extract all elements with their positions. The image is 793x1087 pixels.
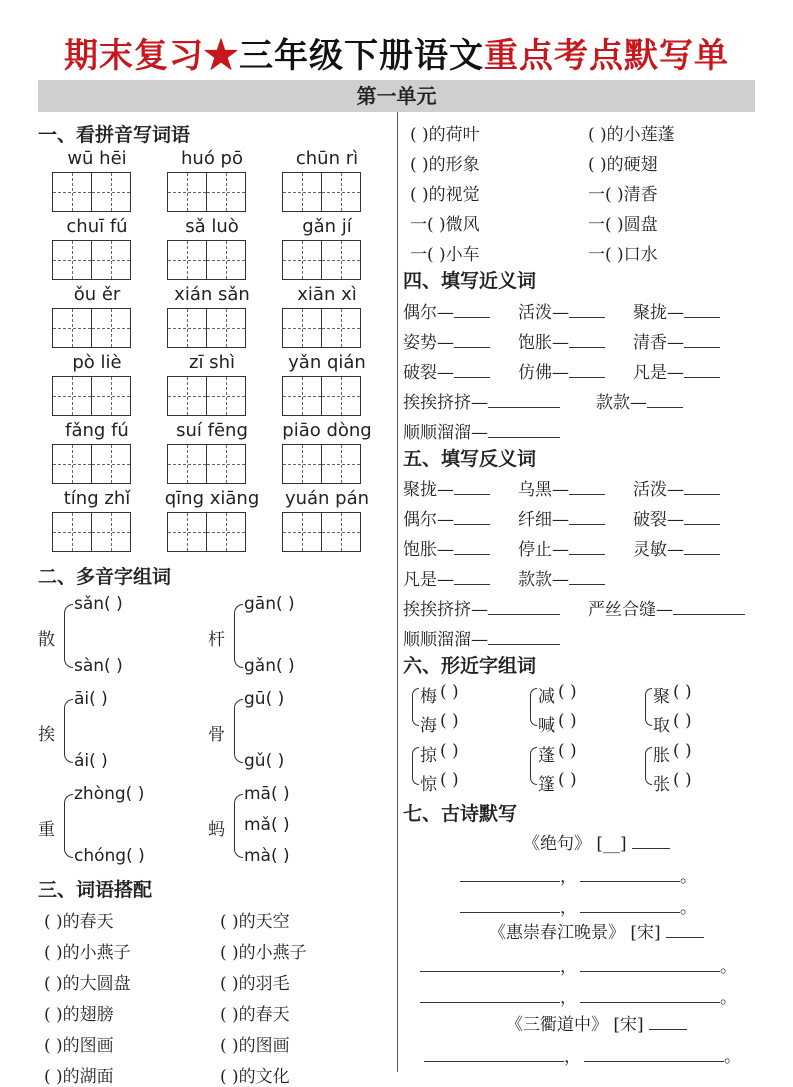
author-blank[interactable] xyxy=(649,1015,687,1030)
fill-item xyxy=(518,328,605,353)
title-part-1: 期末复习 xyxy=(64,36,204,76)
fill-item xyxy=(596,388,683,413)
brace-icon xyxy=(645,747,652,785)
fill-item xyxy=(403,358,490,383)
writing-grid xyxy=(52,444,129,484)
match-item: ( )的大圆盘 xyxy=(44,974,131,994)
writing-grid xyxy=(167,172,244,212)
fill-item xyxy=(403,388,560,413)
match-item: ( )的湖面 xyxy=(44,1067,114,1087)
poem-author: [宋] xyxy=(624,923,667,943)
answer-blank[interactable] xyxy=(684,363,720,378)
match-item: ( )的羽毛 xyxy=(220,974,290,994)
pinyin-label: huó pō xyxy=(181,148,243,169)
unit-header: 第一单元 xyxy=(38,80,755,112)
answer-blank[interactable] xyxy=(569,363,605,378)
fill-item xyxy=(518,505,605,530)
answer-paren: ( ) xyxy=(440,711,459,731)
writing-cell[interactable] xyxy=(282,308,322,348)
writing-grid xyxy=(167,376,244,416)
brace-icon xyxy=(530,747,537,785)
fill-label: 偶尔— xyxy=(403,510,454,530)
answer-paren: ( ) xyxy=(558,682,577,702)
polyphone-char: 骨 xyxy=(208,725,225,745)
answer-blank[interactable] xyxy=(684,333,720,348)
fill-label: 破裂— xyxy=(633,510,684,530)
answer-blank[interactable] xyxy=(580,867,680,882)
writing-cell[interactable] xyxy=(206,376,246,416)
answer-blank[interactable] xyxy=(488,393,560,408)
fill-item xyxy=(633,535,720,560)
brace-icon xyxy=(64,699,73,763)
section-4-heading: 四、填写近义词 xyxy=(403,270,537,292)
answer-blank[interactable] xyxy=(684,303,720,318)
writing-cell[interactable] xyxy=(52,240,92,280)
writing-cell[interactable] xyxy=(52,444,92,484)
polyphone-lower: mà( ) xyxy=(244,846,290,866)
writing-cell[interactable] xyxy=(91,308,131,348)
writing-grid xyxy=(282,172,359,212)
fill-label: 聚拢— xyxy=(403,480,454,500)
match-item: ( )的硬翅 xyxy=(588,155,658,175)
polyphone-upper: gū( ) xyxy=(244,689,285,709)
writing-cell[interactable] xyxy=(321,240,361,280)
fill-label: 款款— xyxy=(596,393,647,413)
answer-paren: ( ) xyxy=(440,770,459,790)
polyphone-upper: āi( ) xyxy=(74,689,108,709)
writing-grid xyxy=(282,512,359,552)
writing-grid xyxy=(52,376,129,416)
poem-title-line xyxy=(400,829,793,854)
answer-blank[interactable] xyxy=(684,510,720,525)
pinyin-label: fǎng fú xyxy=(65,420,129,441)
writing-cell[interactable] xyxy=(91,240,131,280)
match-item: 一( )清香 xyxy=(588,185,658,205)
writing-cell[interactable] xyxy=(91,512,131,552)
writing-cell[interactable] xyxy=(282,512,322,552)
writing-cell[interactable] xyxy=(167,308,207,348)
author-blank[interactable] xyxy=(666,923,704,938)
section-1-heading: 一、看拼音写词语 xyxy=(38,124,191,146)
answer-paren: ( ) xyxy=(440,741,459,761)
answer-paren: ( ) xyxy=(673,682,692,702)
poem-title: 《三衢道中》 xyxy=(505,1015,608,1035)
similar-char: 喊 xyxy=(538,716,555,736)
fill-label: 款款— xyxy=(518,570,569,590)
polyphone-mid: mǎ( ) xyxy=(244,815,290,835)
answer-paren: ( ) xyxy=(673,711,692,731)
fill-item xyxy=(403,565,490,590)
answer-blank[interactable] xyxy=(684,540,720,555)
match-item: ( )的文化 xyxy=(220,1067,290,1087)
writing-grid xyxy=(52,240,129,280)
answer-paren: ( ) xyxy=(673,741,692,761)
writing-grid xyxy=(282,308,359,348)
writing-cell[interactable] xyxy=(321,512,361,552)
polyphone-char: 散 xyxy=(38,630,55,650)
fill-item xyxy=(403,535,490,560)
answer-blank[interactable] xyxy=(569,333,605,348)
polyphone-lower: ái( ) xyxy=(74,751,108,771)
fill-item xyxy=(588,595,745,620)
writing-cell[interactable] xyxy=(206,444,246,484)
pinyin-label: yuán pán xyxy=(284,488,370,509)
comma-mark: ， xyxy=(564,1047,581,1067)
similar-char: 海 xyxy=(420,716,437,736)
period-mark: 。 xyxy=(720,957,737,977)
similar-char: 蓬 xyxy=(538,746,555,766)
similar-char: 聚 xyxy=(653,687,670,707)
fill-label: 饱胀— xyxy=(403,540,454,560)
answer-blank[interactable] xyxy=(454,540,490,555)
match-item: ( )的荷叶 xyxy=(410,125,480,145)
fill-item xyxy=(518,298,605,323)
polyphone-char: 蚂 xyxy=(208,820,225,840)
answer-paren: ( ) xyxy=(558,770,577,790)
writing-grid xyxy=(52,512,129,552)
fill-item xyxy=(633,475,720,500)
match-item: 一( )微风 xyxy=(410,215,480,235)
answer-blank[interactable] xyxy=(673,600,745,615)
match-item: ( )的小莲蓬 xyxy=(588,125,675,145)
polyphone-lower: gǔ( ) xyxy=(244,751,285,771)
brace-icon xyxy=(234,794,243,858)
answer-blank[interactable] xyxy=(569,540,605,555)
fill-label: 仿佛— xyxy=(518,363,569,383)
similar-char: 篷 xyxy=(538,775,555,795)
writing-cell[interactable] xyxy=(282,240,322,280)
answer-blank[interactable] xyxy=(424,1047,564,1062)
writing-grid xyxy=(167,512,244,552)
title-part-2: 三年级下册语文 xyxy=(239,36,484,76)
polyphone-upper: sǎn( ) xyxy=(74,594,123,614)
answer-blank[interactable] xyxy=(460,898,560,913)
answer-blank[interactable] xyxy=(569,480,605,495)
writing-grid xyxy=(282,240,359,280)
polyphone-lower: sàn( ) xyxy=(74,656,123,676)
poem-line xyxy=(460,862,577,887)
writing-cell[interactable] xyxy=(321,172,361,212)
fill-item xyxy=(403,475,490,500)
poem-line xyxy=(584,1042,741,1067)
polyphone-char: 杆 xyxy=(208,630,225,650)
match-item: ( )的图画 xyxy=(44,1036,114,1056)
pinyin-label: chuī fú xyxy=(66,216,128,237)
brace-icon xyxy=(234,699,243,763)
answer-blank[interactable] xyxy=(454,570,490,585)
writing-grid xyxy=(167,308,244,348)
fill-item xyxy=(403,595,560,620)
answer-blank[interactable] xyxy=(488,630,560,645)
fill-item xyxy=(633,358,720,383)
writing-cell[interactable] xyxy=(52,376,92,416)
poem-line xyxy=(580,952,737,977)
fill-label: 顺顺溜溜— xyxy=(403,423,488,443)
answer-blank[interactable] xyxy=(580,957,720,972)
answer-paren: ( ) xyxy=(558,741,577,761)
period-mark: 。 xyxy=(724,1047,741,1067)
brace-icon xyxy=(645,688,652,726)
match-item: ( )的图画 xyxy=(220,1036,290,1056)
fill-item xyxy=(518,358,605,383)
poem-author: [宋] xyxy=(607,1015,650,1035)
writing-cell[interactable] xyxy=(206,308,246,348)
answer-blank[interactable] xyxy=(580,898,680,913)
fill-item xyxy=(403,418,560,443)
brace-icon xyxy=(530,688,537,726)
fill-label: 挨挨挤挤— xyxy=(403,600,488,620)
writing-cell[interactable] xyxy=(167,376,207,416)
answer-blank[interactable] xyxy=(684,480,720,495)
writing-cell[interactable] xyxy=(282,172,322,212)
fill-item xyxy=(633,328,720,353)
fill-label: 活泼— xyxy=(518,303,569,323)
poem-title-line xyxy=(400,1010,793,1035)
column-divider xyxy=(397,112,398,1072)
polyphone-upper: mā( ) xyxy=(244,784,290,804)
match-item: ( )的翅膀 xyxy=(44,1005,114,1025)
match-item: 一( )圆盘 xyxy=(588,215,658,235)
title-part-3: 重点考点默写单 xyxy=(484,36,729,76)
answer-blank[interactable] xyxy=(647,393,683,408)
page-title xyxy=(0,28,793,77)
pinyin-label: piāo dòng xyxy=(282,420,372,441)
fill-item xyxy=(518,475,605,500)
writing-cell[interactable] xyxy=(206,512,246,552)
similar-char: 张 xyxy=(653,775,670,795)
poem-line xyxy=(420,952,577,977)
writing-cell[interactable] xyxy=(321,444,361,484)
answer-blank[interactable] xyxy=(569,510,605,525)
writing-grid xyxy=(167,444,244,484)
period-mark: 。 xyxy=(720,988,737,1008)
match-item: 一( )口水 xyxy=(588,245,658,265)
pinyin-label: xiān xì xyxy=(297,284,357,305)
poem-title: 《绝句》 xyxy=(522,834,591,854)
writing-cell[interactable] xyxy=(91,444,131,484)
writing-grid xyxy=(52,308,129,348)
fill-label: 乌黑— xyxy=(518,480,569,500)
writing-grid xyxy=(52,172,129,212)
answer-blank[interactable] xyxy=(460,867,560,882)
writing-cell[interactable] xyxy=(167,172,207,212)
pinyin-label: zī shì xyxy=(189,352,235,373)
writing-grid xyxy=(282,376,359,416)
similar-char: 掠 xyxy=(420,746,437,766)
pinyin-label: sǎ luò xyxy=(185,216,239,237)
writing-cell[interactable] xyxy=(52,172,92,212)
fill-item xyxy=(403,505,490,530)
answer-paren: ( ) xyxy=(440,682,459,702)
match-item: ( )的小燕子 xyxy=(220,943,307,963)
writing-grid xyxy=(167,240,244,280)
comma-mark: ， xyxy=(560,898,577,918)
writing-cell[interactable] xyxy=(52,512,92,552)
answer-blank[interactable] xyxy=(569,570,605,585)
fill-item xyxy=(403,298,490,323)
fill-label: 凡是— xyxy=(633,363,684,383)
writing-cell[interactable] xyxy=(321,308,361,348)
fill-label: 姿势— xyxy=(403,333,454,353)
match-item: ( )的春天 xyxy=(220,1005,290,1025)
fill-label: 聚拢— xyxy=(633,303,684,323)
section-6-heading: 六、形近字组词 xyxy=(403,655,537,677)
fill-item xyxy=(518,565,605,590)
fill-label: 顺顺溜溜— xyxy=(403,630,488,650)
answer-blank[interactable] xyxy=(488,423,560,438)
polyphone-char: 重 xyxy=(38,820,55,840)
section-5-heading: 五、填写反义词 xyxy=(403,448,537,470)
writing-cell[interactable] xyxy=(282,376,322,416)
polyphone-upper: gān( ) xyxy=(244,594,295,614)
fill-label: 挨挨挤挤— xyxy=(403,393,488,413)
fill-label: 清香— xyxy=(633,333,684,353)
answer-blank[interactable] xyxy=(488,600,560,615)
writing-cell[interactable] xyxy=(91,376,131,416)
writing-cell[interactable] xyxy=(206,172,246,212)
answer-blank[interactable] xyxy=(454,363,490,378)
similar-char: 胀 xyxy=(653,746,670,766)
poem-line xyxy=(420,983,577,1008)
writing-cell[interactable] xyxy=(167,512,207,552)
match-item: 一( )小车 xyxy=(410,245,480,265)
answer-blank[interactable] xyxy=(454,510,490,525)
answer-blank[interactable] xyxy=(454,480,490,495)
answer-blank[interactable] xyxy=(454,303,490,318)
answer-paren: ( ) xyxy=(558,711,577,731)
poem-line xyxy=(424,1042,581,1067)
match-item: ( )的视觉 xyxy=(410,185,480,205)
answer-blank[interactable] xyxy=(584,1047,724,1062)
pinyin-label: tíng zhǐ xyxy=(63,488,131,509)
writing-cell[interactable] xyxy=(167,444,207,484)
answer-blank[interactable] xyxy=(420,957,560,972)
comma-mark: ， xyxy=(560,957,577,977)
similar-char: 梅 xyxy=(420,687,437,707)
writing-grid xyxy=(282,444,359,484)
pinyin-label: pò liè xyxy=(72,352,122,373)
star-icon: ★ xyxy=(204,36,239,76)
poem-title-line xyxy=(400,918,793,943)
answer-paren: ( ) xyxy=(673,770,692,790)
writing-cell[interactable] xyxy=(167,240,207,280)
section-7-heading: 七、古诗默写 xyxy=(403,803,518,825)
fill-item xyxy=(633,298,720,323)
match-item: ( )的春天 xyxy=(44,912,114,932)
fill-label: 严丝合缝— xyxy=(588,600,673,620)
answer-blank[interactable] xyxy=(420,988,560,1003)
writing-cell[interactable] xyxy=(206,240,246,280)
writing-cell[interactable] xyxy=(321,376,361,416)
fill-item xyxy=(633,505,720,530)
brace-icon xyxy=(412,688,419,726)
answer-blank[interactable] xyxy=(580,988,720,1003)
poem-line xyxy=(580,983,737,1008)
polyphone-char: 挨 xyxy=(38,725,55,745)
match-item: ( )的天空 xyxy=(220,912,290,932)
fill-label: 偶尔— xyxy=(403,303,454,323)
author-blank[interactable] xyxy=(632,834,670,849)
brace-icon xyxy=(64,604,73,668)
writing-cell[interactable] xyxy=(91,172,131,212)
answer-blank[interactable] xyxy=(569,303,605,318)
polyphone-upper: zhòng( ) xyxy=(74,784,145,804)
answer-blank[interactable] xyxy=(454,333,490,348)
fill-label: 凡是— xyxy=(403,570,454,590)
polyphone-lower: chóng( ) xyxy=(74,846,145,866)
pinyin-label: wū hēi xyxy=(67,148,127,169)
pinyin-label: qīng xiāng xyxy=(164,488,260,509)
pinyin-label: yǎn qián xyxy=(288,352,366,373)
polyphone-lower: gǎn( ) xyxy=(244,656,295,676)
period-mark: 。 xyxy=(680,898,697,918)
poem-line xyxy=(580,862,697,887)
pinyin-label: xián sǎn xyxy=(174,284,250,305)
brace-icon xyxy=(64,794,73,858)
pinyin-label: ǒu ěr xyxy=(73,284,121,305)
writing-cell[interactable] xyxy=(52,308,92,348)
poem-line xyxy=(460,893,577,918)
comma-mark: ， xyxy=(560,988,577,1008)
match-item: ( )的形象 xyxy=(410,155,480,175)
fill-item xyxy=(403,328,490,353)
fill-label: 纤细— xyxy=(518,510,569,530)
section-3-heading: 三、词语搭配 xyxy=(38,879,153,901)
period-mark: 。 xyxy=(680,867,697,887)
similar-char: 减 xyxy=(538,687,555,707)
fill-label: 灵敏— xyxy=(633,540,684,560)
fill-label: 停止— xyxy=(518,540,569,560)
similar-char: 惊 xyxy=(420,775,437,795)
section-2-heading: 二、多音字组词 xyxy=(38,566,172,588)
brace-icon xyxy=(234,604,243,668)
fill-item xyxy=(518,535,605,560)
match-item: ( )的小燕子 xyxy=(44,943,131,963)
brace-icon xyxy=(412,747,419,785)
fill-label: 活泼— xyxy=(633,480,684,500)
writing-cell[interactable] xyxy=(282,444,322,484)
poem-line xyxy=(580,893,697,918)
pinyin-label: suí fēng xyxy=(176,420,248,441)
fill-label: 饱胀— xyxy=(518,333,569,353)
comma-mark: ， xyxy=(560,867,577,887)
poem-author: [__] xyxy=(590,834,633,854)
pinyin-label: gǎn jí xyxy=(302,216,352,237)
poem-title: 《惠崇春江晚景》 xyxy=(488,923,625,943)
fill-item xyxy=(403,625,560,650)
similar-char: 取 xyxy=(653,716,670,736)
fill-label: 破裂— xyxy=(403,363,454,383)
pinyin-label: chūn rì xyxy=(295,148,359,169)
